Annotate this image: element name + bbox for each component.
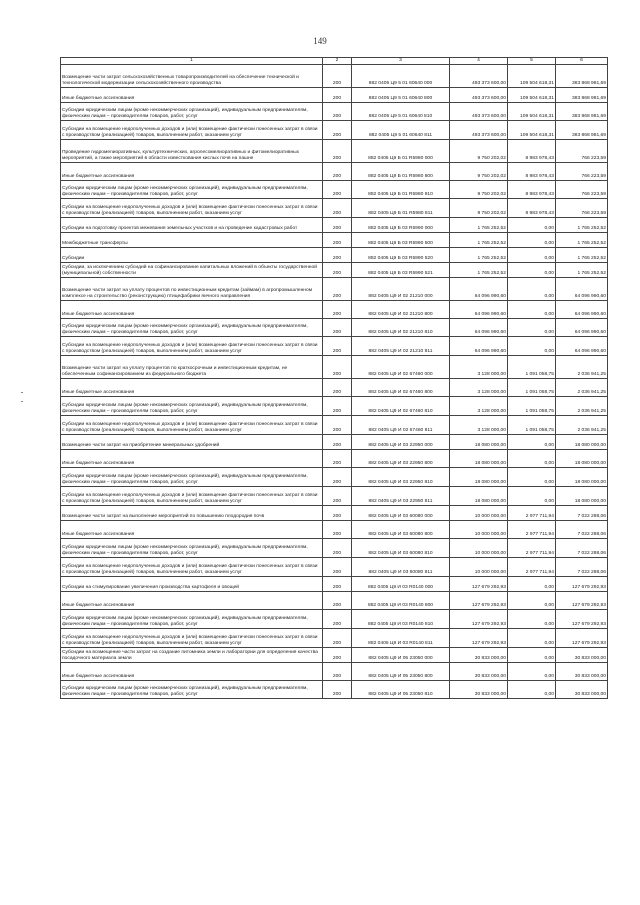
row-rest: 383 868 981,69 bbox=[556, 88, 608, 103]
row-code: 200 bbox=[323, 681, 352, 699]
row-code: 200 bbox=[323, 337, 352, 356]
row-exec: 8 983 978,43 bbox=[508, 199, 556, 218]
row-exec: 109 504 618,31 bbox=[508, 103, 556, 121]
row-csr: 882 0405 Ц9 И 02 67460 811 bbox=[352, 416, 450, 435]
row-code: 200 bbox=[323, 88, 352, 103]
row-plan: 127 679 292,93 bbox=[450, 610, 508, 629]
table-row bbox=[61, 248, 608, 263]
row-name: Межбюджетные трансферты bbox=[61, 233, 323, 248]
budget-table bbox=[60, 57, 608, 699]
row-rest: 766 223,59 bbox=[556, 140, 608, 163]
row-exec: 2 977 711,94 bbox=[508, 558, 556, 577]
row-name: Субсидии юридическим лицам (кроме некоммерческих организаций), индивидуальным предпринимателям, физическим лицам – производителям товаров, работ, услуг bbox=[61, 468, 323, 487]
table-row bbox=[61, 521, 608, 539]
row-name: Субсидии на возмещение недополученных доходов и (или) возмещение фактически понесенных затрат в связи с производством (реализацией) товаров, выполнением работ, оказанием услуг bbox=[61, 199, 323, 218]
row-code: 200 bbox=[323, 468, 352, 487]
row-csr: 882 0405 Ц9 И 02 21210 811 bbox=[352, 337, 450, 356]
row-csr: 882 0405 Ц9 И 03 22950 810 bbox=[352, 468, 450, 487]
row-name: Субсидии на стимулирование увеличения производства картофеля и овощей bbox=[61, 577, 323, 592]
column-header: 5 bbox=[508, 58, 556, 65]
row-plan: 1 765 252,52 bbox=[450, 233, 508, 248]
row-name: Проведение гидромелиоративных, культуртехнических, агролесомелиоративных и фитомелиоративных мероприятий, а также мероприятий в области известкования кислых почв на пашне bbox=[61, 140, 323, 163]
row-code: 200 bbox=[323, 610, 352, 629]
row-code: 200 bbox=[323, 248, 352, 263]
row-csr: 882 0405 Ц9 И 03 R0140 811 bbox=[352, 629, 450, 648]
row-csr: 882 0405 Ц9 И 03 R0140 800 bbox=[352, 592, 450, 610]
row-csr: 882 0405 Ц9 И 03 R0140 810 bbox=[352, 610, 450, 629]
row-plan: 30 833 000,00 bbox=[450, 681, 508, 699]
row-code: 200 bbox=[323, 218, 352, 233]
row-exec: 0,00 bbox=[508, 278, 556, 301]
row-rest: 30 833 000,00 bbox=[556, 663, 608, 681]
row-rest: 127 679 292,93 bbox=[556, 629, 608, 648]
table-row bbox=[61, 356, 608, 379]
row-code: 200 bbox=[323, 163, 352, 181]
row-rest: 766 223,59 bbox=[556, 163, 608, 181]
table-row bbox=[61, 163, 608, 181]
row-code: 200 bbox=[323, 487, 352, 506]
row-csr: 882 0405 Ц9 И 02 21210 000 bbox=[352, 278, 450, 301]
row-name: Возмещение части затрат сельскохозяйственных товаропроизводителей на обеспечение технической и технологической модернизации сельскохозяйственного производства bbox=[61, 65, 323, 88]
row-name: Возмещение части затрат на уплату процентов по краткосрочным и инвестиционным кредитам, не обеспеченным софинансированием из федерального бюджета bbox=[61, 356, 323, 379]
table-row bbox=[61, 450, 608, 468]
row-rest: 18 080 000,00 bbox=[556, 435, 608, 450]
table-row bbox=[61, 416, 608, 435]
row-plan: 127 679 292,93 bbox=[450, 577, 508, 592]
row-rest: 7 022 288,06 bbox=[556, 506, 608, 521]
row-exec: 0,00 bbox=[508, 233, 556, 248]
row-exec: 0,00 bbox=[508, 263, 556, 278]
row-name: Субсидии на возмещение недополученных доходов и (или) возмещение фактически понесенных затрат в связи с производством (реализацией) товаров, выполнением работ, оказанием услуг bbox=[61, 487, 323, 506]
row-exec: 0,00 bbox=[508, 218, 556, 233]
row-csr: 882 0405 Ц9 И 02 21210 810 bbox=[352, 319, 450, 337]
row-code: 200 bbox=[323, 278, 352, 301]
row-exec: 0,00 bbox=[508, 577, 556, 592]
row-plan: 18 080 000,00 bbox=[450, 435, 508, 450]
table-row bbox=[61, 199, 608, 218]
table-row bbox=[61, 558, 608, 577]
table-row bbox=[61, 592, 608, 610]
row-code: 200 bbox=[323, 577, 352, 592]
row-name: Возмещение части затрат на выполнение мероприятий по повышению плодородия почв bbox=[61, 506, 323, 521]
row-name: Иные бюджетные ассигнования bbox=[61, 88, 323, 103]
column-header: 4 bbox=[450, 58, 508, 65]
row-plan: 127 679 292,93 bbox=[450, 592, 508, 610]
row-plan: 493 373 600,00 bbox=[450, 65, 508, 88]
row-code: 200 bbox=[323, 416, 352, 435]
table-row bbox=[61, 181, 608, 199]
row-name: Субсидии на возмещение части затрат на создание питомника земли и лаборатории для определения качества посадочного материала земли bbox=[61, 648, 323, 663]
row-plan: 10 000 000,00 bbox=[450, 539, 508, 558]
row-exec: 109 504 618,31 bbox=[508, 65, 556, 88]
row-name: Иные бюджетные ассигнования bbox=[61, 663, 323, 681]
row-code: 200 bbox=[323, 65, 352, 88]
row-code: 200 bbox=[323, 379, 352, 397]
row-exec: 0,00 bbox=[508, 337, 556, 356]
row-exec: 1 091 058,75 bbox=[508, 397, 556, 416]
row-plan: 10 000 000,00 bbox=[450, 521, 508, 539]
row-name: Субсидии юридическим лицам (кроме некоммерческих организаций), индивидуальным предпринимателям, физическим лицам – производителям товаров, работ, услуг bbox=[61, 610, 323, 629]
row-rest: 1 765 252,52 bbox=[556, 263, 608, 278]
row-code: 200 bbox=[323, 506, 352, 521]
table-row bbox=[61, 218, 608, 233]
row-plan: 10 000 000,00 bbox=[450, 506, 508, 521]
row-rest: 383 868 981,69 bbox=[556, 103, 608, 121]
row-plan: 64 096 990,60 bbox=[450, 301, 508, 319]
row-csr: 882 0405 Ц9 И 03 60080 000 bbox=[352, 506, 450, 521]
row-csr: 882 0405 Ц9 И 03 22950 811 bbox=[352, 487, 450, 506]
row-csr: 882 0405 Ц9 Б 01 R5980 810 bbox=[352, 181, 450, 199]
table-header-row bbox=[61, 58, 608, 65]
row-exec: 0,00 bbox=[508, 648, 556, 663]
row-exec: 8 983 978,43 bbox=[508, 140, 556, 163]
budget-table-body bbox=[61, 58, 608, 699]
row-plan: 1 765 252,52 bbox=[450, 263, 508, 278]
row-name: Субсидии, за исключением субсидий на софинансирование капитальных вложений в объекты государственной (муниципальной) собственности bbox=[61, 263, 323, 278]
row-name: Иные бюджетные ассигнования bbox=[61, 301, 323, 319]
row-code: 200 bbox=[323, 558, 352, 577]
row-name: Субсидии на возмещение недополученных доходов и (или) возмещение фактически понесенных затрат в связи с производством (реализацией) товаров, выполнением работ, оказанием услуг bbox=[61, 416, 323, 435]
margin-mark bbox=[21, 392, 23, 393]
row-plan: 9 750 202,02 bbox=[450, 163, 508, 181]
row-name: Иные бюджетные ассигнования bbox=[61, 450, 323, 468]
row-plan: 3 128 000,00 bbox=[450, 379, 508, 397]
row-rest: 2 036 941,25 bbox=[556, 379, 608, 397]
row-exec: 109 504 618,31 bbox=[508, 121, 556, 140]
row-csr: 882 0405 Ц9 И 02 67460 000 bbox=[352, 356, 450, 379]
row-code: 200 bbox=[323, 233, 352, 248]
table-row bbox=[61, 577, 608, 592]
table-row bbox=[61, 681, 608, 699]
column-header: 3 bbox=[352, 58, 450, 65]
row-code: 200 bbox=[323, 181, 352, 199]
column-header: 1 bbox=[61, 58, 323, 65]
row-exec: 0,00 bbox=[508, 435, 556, 450]
row-code: 200 bbox=[323, 629, 352, 648]
row-csr: 882 0405 Ц9 И 02 21210 800 bbox=[352, 301, 450, 319]
row-exec: 0,00 bbox=[508, 487, 556, 506]
row-exec: 0,00 bbox=[508, 592, 556, 610]
row-code: 200 bbox=[323, 663, 352, 681]
table-row bbox=[61, 629, 608, 648]
row-exec: 8 983 978,43 bbox=[508, 163, 556, 181]
row-rest: 127 679 292,93 bbox=[556, 577, 608, 592]
row-name: Субсидии на возмещение недополученных доходов и (или) возмещение фактически понесенных затрат в связи с производством (реализацией) товаров, выполнением работ, оказанием услуг bbox=[61, 629, 323, 648]
row-plan: 3 128 000,00 bbox=[450, 416, 508, 435]
row-csr: 882 0405 Ц9 И 03 22950 800 bbox=[352, 450, 450, 468]
table-row bbox=[61, 663, 608, 681]
row-name: Субсидии на возмещение недополученных доходов и (или) возмещение фактически понесенных затрат в связи с производством (реализацией) товаров, выполнением работ, оказанием услуг bbox=[61, 337, 323, 356]
row-exec: 0,00 bbox=[508, 248, 556, 263]
table-row bbox=[61, 319, 608, 337]
row-exec: 0,00 bbox=[508, 629, 556, 648]
column-header: 2 bbox=[323, 58, 352, 65]
row-csr: 882 0405 Ц9 Б 01 R5980 811 bbox=[352, 199, 450, 218]
row-rest: 383 868 981,69 bbox=[556, 65, 608, 88]
table-row bbox=[61, 65, 608, 88]
table-row bbox=[61, 539, 608, 558]
row-rest: 7 022 288,06 bbox=[556, 558, 608, 577]
row-rest: 64 096 990,60 bbox=[556, 278, 608, 301]
row-rest: 383 868 981,69 bbox=[556, 121, 608, 140]
row-plan: 64 096 990,60 bbox=[450, 319, 508, 337]
table-row bbox=[61, 140, 608, 163]
column-header: 6 bbox=[556, 58, 608, 65]
table-row bbox=[61, 103, 608, 121]
row-csr: 882 0405 Ц9 И 03 R0140 000 bbox=[352, 577, 450, 592]
row-rest: 7 022 288,06 bbox=[556, 521, 608, 539]
row-csr: 882 0405 Ц9 И 05 23050 000 bbox=[352, 648, 450, 663]
row-plan: 30 833 000,00 bbox=[450, 648, 508, 663]
table-row bbox=[61, 88, 608, 103]
table-row bbox=[61, 397, 608, 416]
table-row bbox=[61, 301, 608, 319]
row-name: Иные бюджетные ассигнования bbox=[61, 592, 323, 610]
row-name: Субсидии юридическим лицам (кроме некоммерческих организаций), индивидуальным предпринимателям, физическим лицам – производителям товаров, работ, услуг bbox=[61, 681, 323, 699]
row-exec: 0,00 bbox=[508, 663, 556, 681]
table-row bbox=[61, 435, 608, 450]
row-exec: 1 091 058,75 bbox=[508, 416, 556, 435]
row-exec: 0,00 bbox=[508, 301, 556, 319]
row-plan: 18 080 000,00 bbox=[450, 487, 508, 506]
table-row bbox=[61, 610, 608, 629]
row-exec: 2 977 711,94 bbox=[508, 521, 556, 539]
row-exec: 0,00 bbox=[508, 468, 556, 487]
row-code: 200 bbox=[323, 521, 352, 539]
row-code: 200 bbox=[323, 356, 352, 379]
row-csr: 882 0405 Ц9 Б 03 R5990 000 bbox=[352, 218, 450, 233]
row-csr: 882 0405 Ц9 И 02 67460 800 bbox=[352, 379, 450, 397]
row-csr: 882 0405 Ц9 5 01 60640 811 bbox=[352, 121, 450, 140]
row-plan: 3 128 000,00 bbox=[450, 397, 508, 416]
row-plan: 10 000 000,00 bbox=[450, 558, 508, 577]
row-exec: 1 091 058,75 bbox=[508, 356, 556, 379]
row-csr: 882 0405 Ц9 И 02 67460 810 bbox=[352, 397, 450, 416]
row-rest: 30 833 000,00 bbox=[556, 648, 608, 663]
table-row bbox=[61, 263, 608, 278]
row-rest: 2 036 941,25 bbox=[556, 397, 608, 416]
table-row bbox=[61, 337, 608, 356]
row-plan: 493 373 600,00 bbox=[450, 121, 508, 140]
row-rest: 2 036 941,25 bbox=[556, 416, 608, 435]
row-name: Субсидии юридическим лицам (кроме некоммерческих организаций), индивидуальным предпринимателям, физическим лицам – производителям товаров, работ, услуг bbox=[61, 103, 323, 121]
row-rest: 18 080 000,00 bbox=[556, 450, 608, 468]
row-rest: 7 022 288,06 bbox=[556, 539, 608, 558]
row-name: Субсидии на подготовку проектов межевания земельных участков и на проведение кадастровых работ bbox=[61, 218, 323, 233]
row-rest: 127 679 292,93 bbox=[556, 610, 608, 629]
row-name: Субсидии юридическим лицам (кроме некоммерческих организаций), индивидуальным предпринимателям, физическим лицам – производителям товаров, работ, услуг bbox=[61, 319, 323, 337]
table-row bbox=[61, 233, 608, 248]
row-name: Возмещение части затрат на приобретение минеральных удобрений bbox=[61, 435, 323, 450]
row-rest: 1 765 252,52 bbox=[556, 218, 608, 233]
row-plan: 1 765 252,52 bbox=[450, 218, 508, 233]
table-row bbox=[61, 468, 608, 487]
row-code: 200 bbox=[323, 592, 352, 610]
row-code: 200 bbox=[323, 199, 352, 218]
row-csr: 882 0405 Ц9 И 03 60080 811 bbox=[352, 558, 450, 577]
row-plan: 9 750 202,02 bbox=[450, 199, 508, 218]
table-row bbox=[61, 121, 608, 140]
row-plan: 3 128 000,00 bbox=[450, 356, 508, 379]
row-code: 200 bbox=[323, 539, 352, 558]
row-plan: 64 096 990,60 bbox=[450, 337, 508, 356]
row-name: Субсидии bbox=[61, 248, 323, 263]
row-csr: 882 0405 Ц9 5 01 60640 000 bbox=[352, 65, 450, 88]
row-code: 200 bbox=[323, 397, 352, 416]
row-rest: 64 096 990,60 bbox=[556, 337, 608, 356]
row-code: 200 bbox=[323, 301, 352, 319]
row-plan: 493 373 600,00 bbox=[450, 88, 508, 103]
row-plan: 9 750 202,02 bbox=[450, 181, 508, 199]
table-row bbox=[61, 379, 608, 397]
row-rest: 18 080 000,00 bbox=[556, 468, 608, 487]
row-code: 200 bbox=[323, 103, 352, 121]
row-csr: 882 0405 Ц9 5 01 60640 800 bbox=[352, 88, 450, 103]
row-exec: 0,00 bbox=[508, 610, 556, 629]
table-row bbox=[61, 648, 608, 663]
row-plan: 493 373 600,00 bbox=[450, 103, 508, 121]
row-name: Иные бюджетные ассигнования bbox=[61, 521, 323, 539]
row-code: 200 bbox=[323, 648, 352, 663]
row-csr: 882 0405 Ц9 И 05 23050 810 bbox=[352, 681, 450, 699]
row-csr: 882 0405 Ц9 Б 03 R5990 521 bbox=[352, 263, 450, 278]
row-code: 200 bbox=[323, 140, 352, 163]
row-plan: 1 765 252,52 bbox=[450, 248, 508, 263]
row-code: 200 bbox=[323, 319, 352, 337]
row-exec: 8 983 978,43 bbox=[508, 181, 556, 199]
row-csr: 882 0405 Ц9 Б 03 R5990 520 bbox=[352, 248, 450, 263]
row-name: Субсидии юридическим лицам (кроме некоммерческих организаций), индивидуальным предпринимателям, физическим лицам – производителям товаров, работ, услуг bbox=[61, 181, 323, 199]
row-exec: 1 091 058,75 bbox=[508, 379, 556, 397]
row-csr: 882 0405 Ц9 И 03 60080 800 bbox=[352, 521, 450, 539]
row-code: 200 bbox=[323, 435, 352, 450]
row-csr: 882 0405 Ц9 5 01 60640 810 bbox=[352, 103, 450, 121]
row-code: 200 bbox=[323, 450, 352, 468]
row-rest: 18 080 000,00 bbox=[556, 487, 608, 506]
row-exec: 2 977 711,94 bbox=[508, 539, 556, 558]
row-plan: 18 080 000,00 bbox=[450, 468, 508, 487]
row-rest: 766 223,59 bbox=[556, 199, 608, 218]
row-rest: 64 096 990,60 bbox=[556, 301, 608, 319]
row-name: Возмещение части затрат на уплату процентов по инвестиционным кредитам (займам) в агропромышленном комплексе на строительство (реконструкцию) птицефабрики яичного направления bbox=[61, 278, 323, 301]
row-exec: 0,00 bbox=[508, 319, 556, 337]
row-csr: 882 0405 Ц9 Б 01 R5980 800 bbox=[352, 163, 450, 181]
row-csr: 882 0405 Ц9 И 03 60080 810 bbox=[352, 539, 450, 558]
row-plan: 127 679 292,93 bbox=[450, 629, 508, 648]
table-row bbox=[61, 278, 608, 301]
row-plan: 30 833 000,00 bbox=[450, 663, 508, 681]
row-rest: 1 765 252,52 bbox=[556, 248, 608, 263]
row-plan: 64 096 990,60 bbox=[450, 278, 508, 301]
row-csr: 882 0405 Ц9 И 05 23050 800 bbox=[352, 663, 450, 681]
row-plan: 9 750 202,02 bbox=[450, 140, 508, 163]
row-csr: 882 0405 Ц9 И 03 22950 000 bbox=[352, 435, 450, 450]
row-exec: 2 977 711,94 bbox=[508, 506, 556, 521]
row-name: Субсидии юридическим лицам (кроме некоммерческих организаций), индивидуальным предпринимателям, физическим лицам – производителям товаров, работ, услуг bbox=[61, 539, 323, 558]
row-code: 200 bbox=[323, 121, 352, 140]
row-rest: 64 096 990,60 bbox=[556, 319, 608, 337]
row-name: Субсидии юридическим лицам (кроме некоммерческих организаций), индивидуальным предпринимателям, физическим лицам – производителям товаров, работ, услуг bbox=[61, 397, 323, 416]
row-exec: 109 504 618,31 bbox=[508, 88, 556, 103]
table-row bbox=[61, 506, 608, 521]
row-name: Иные бюджетные ассигнования bbox=[61, 163, 323, 181]
row-exec: 0,00 bbox=[508, 450, 556, 468]
row-name: Субсидии на возмещение недополученных доходов и (или) возмещение фактически понесенных затрат в связи с производством (реализацией) товаров, выполнением работ, оказанием услуг bbox=[61, 121, 323, 140]
table-row bbox=[61, 487, 608, 506]
row-rest: 1 765 252,52 bbox=[556, 233, 608, 248]
row-rest: 766 223,59 bbox=[556, 181, 608, 199]
row-name: Иные бюджетные ассигнования bbox=[61, 379, 323, 397]
page-number: 149 bbox=[313, 36, 327, 46]
margin-mark bbox=[21, 401, 23, 402]
row-exec: 0,00 bbox=[508, 681, 556, 699]
row-plan: 18 080 000,00 bbox=[450, 450, 508, 468]
row-rest: 127 679 292,93 bbox=[556, 592, 608, 610]
row-code: 200 bbox=[323, 263, 352, 278]
row-csr: 882 0405 Ц9 Б 01 R5980 000 bbox=[352, 140, 450, 163]
row-csr: 882 0405 Ц9 Б 03 R5990 500 bbox=[352, 233, 450, 248]
row-name: Субсидии на возмещение недополученных доходов и (или) возмещение фактически понесенных затрат в связи с производством (реализацией) товаров, выполнением работ, оказанием услуг bbox=[61, 558, 323, 577]
row-rest: 2 036 941,25 bbox=[556, 356, 608, 379]
row-rest: 30 833 000,00 bbox=[556, 681, 608, 699]
